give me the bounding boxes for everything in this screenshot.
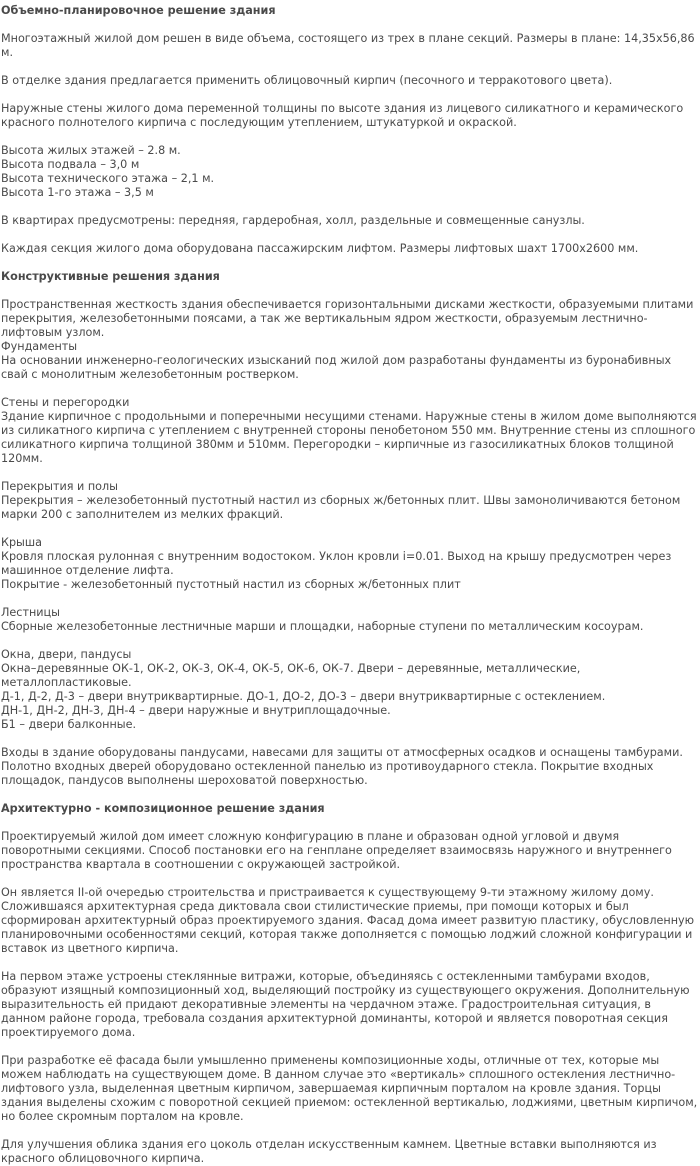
paragraph: Перекрытия – железобетонный пустотный настил из сборных ж/бетонных плит. Швы замоноличиваются бетоном марки 200 с заполнителем из мелких фракций. [1,494,681,521]
paragraph-line: Высота жилых этажей – 2.8 м. [1,144,181,157]
paragraph: Пространственная жесткость здания обеспечивается горизонтальными дисками жесткости, образуемыми плитами перекрытия, железобетонными поясами, а так же вертикальным ядром жесткости, образуемым лестнично-лифтовым узлом. [1,298,694,339]
paragraph-line: Высота технического этажа – 2,1 м. [1,172,215,185]
paragraph-line: Высота 1-го этажа – 3,5 м [1,186,154,199]
paragraph: Проектируемый жилой дом имеет сложную конфигурацию в плане и образован одной угловой и двумя поворотными секциями. Способ постановки его на генплане определяет взаимосвязь наружного и внутреннего пространства квартала в соотношении с окружающей застройкой. [1,830,672,871]
paragraph: В квартирах предусмотрены: передняя, гардеробная, холл, раздельные и совмещенные санузлы. [1,214,585,227]
paragraph: На первом этаже устроены стеклянные витражи, которые, объединяясь с остекленными тамбурами входов, образуют изящный композиционный ход, выделяющий постройку из существующего окружения. Дополнительную выразительность ей придают декоративные элементы на чердачном этаже. Градостроительная ситуация, в данном районе города, требовала создания архитектурной доминанты, которой и является поворотная секция проектируемого дома. [1,970,690,1039]
paragraph-line: ДН-1, ДН-2, ДН-3, ДН-4 – двери наружные и внутриплощадочные. [1,704,391,717]
paragraph: Входы в здание оборудованы пандусами, навесами для защиты от атмосферных осадков и оснащены тамбурами. Полотно входных дверей оборудовано остекленной панелью из противоударного стекла. Покрытие входных площадок, пандусов выполнены шероховатой поверхностью. [1,746,683,787]
subheading: Окна, двери, пандусы [1,648,132,661]
paragraph: В отделке здания предлагается применить облицовочный кирпич (песочного и терракотового цвета). [1,74,613,87]
section-heading-structure: Конструктивные решения здания [1,270,220,283]
subheading: Перекрытия и полы [1,480,119,493]
subheading: Стены и перегородки [1,396,130,409]
paragraph: На основании инженерно-геологических изысканий под жилой дом разработаны фундаменты из буронабивных свай с монолитным железобетонным ростверком. [1,354,672,381]
paragraph-line: Д-1, Д-2, Д-3 – двери внутриквартирные. ДО-1, ДО-2, ДО-3 – двери внутриквартирные с остеклением. [1,690,606,703]
paragraph: Каждая секция жилого дома оборудована пассажирским лифтом. Размеры лифтовых шахт 1700х2600 мм. [1,242,639,255]
paragraph: Он является II-ой очередью строительства и пристраивается к существующему 9-ти этажному жилому дому. Сложившаяся архитектурная среда диктовала свои стилистические приемы, при помощи которых и был сформирован архитектурный образ проектируемого здания. Фасад дома имеет развитую пластику, обусловленную планировочными особенностями секций, которая также дополняется с помощью лоджий сложной конфигурации и вставок из цветного кирпича. [1,886,695,955]
paragraph: Кровля плоская рулонная с внутренним водостоком. Уклон кровли i=0.01. Выход на крышу предусмотрен через машинное отделение лифта. [1,550,672,577]
paragraph: При разработке её фасада были умышленно применены композиционные ходы, отличные от тех, которые мы можем наблюдать на существующем доме. В данном случае это «вертикаль» сплошного остекления лестнично-лифтового узла, выделенная цветным кирпичом, завершаемая кирпичным порталом на кровле здания. Торцы здания выделены схожим с поворотной секцией приемом: остекленной вертикалью, лоджиями, цветным кирпичом, но более скромным порталом на кровле. [1,1054,698,1123]
paragraph: Для улучшения облика здания его цоколь отделан искусственным камнем. Цветные вставки выполняются из красного облицовочного кирпича. [1,1138,657,1165]
paragraph: Покрытие - железобетонный пустотный настил из сборных ж/бетонных плит [1,578,461,591]
paragraph: Здание кирпичное с продольными и поперечными несущими стенами. Наружные стены в жилом доме выполняются из силикатного кирпича с утеплением с внутренней стороны пенобетоном 550 мм. Внутренние стены из сплошного силикатного кирпича толщиной 380мм и 510мм. Перегородки – кирпичные из газосиликатных блоков толщиной 120мм. [1,410,697,465]
paragraph-line: Б1 – двери балконные. [1,718,137,731]
paragraph-line: Окна–деревянные ОК-1, ОК-2, ОК-3, ОК-4, ОК-5, ОК-6, ОК-7. Двери – деревянные, металлические, металлопластиковые. [1,662,581,689]
paragraph: Сборные железобетонные лестничные марши и площадки, наборные ступени по металлическим косоурам. [1,620,644,633]
subheading: Крыша [1,536,42,549]
paragraph: Многоэтажный жилой дом решен в виде объема, состоящего из трех в плане секций. Размеры в плане: 14,35х56,86 м. [1,32,695,59]
subheading: Лестницы [1,606,60,619]
section-heading-layout: Объемно-планировочное решение здания [1,4,276,17]
subheading: Фундаменты [1,340,78,353]
paragraph: Наружные стены жилого дома переменной толщины по высоте здания из лицевого силикатного и керамического красного полнотелого кирпича с последующим утеплением, штукатуркой и окраской. [1,102,684,129]
paragraph-line: Высота подвала – 3,0 м [1,158,140,171]
section-heading-architecture: Архитектурно - композиционное решение здания [1,802,325,815]
